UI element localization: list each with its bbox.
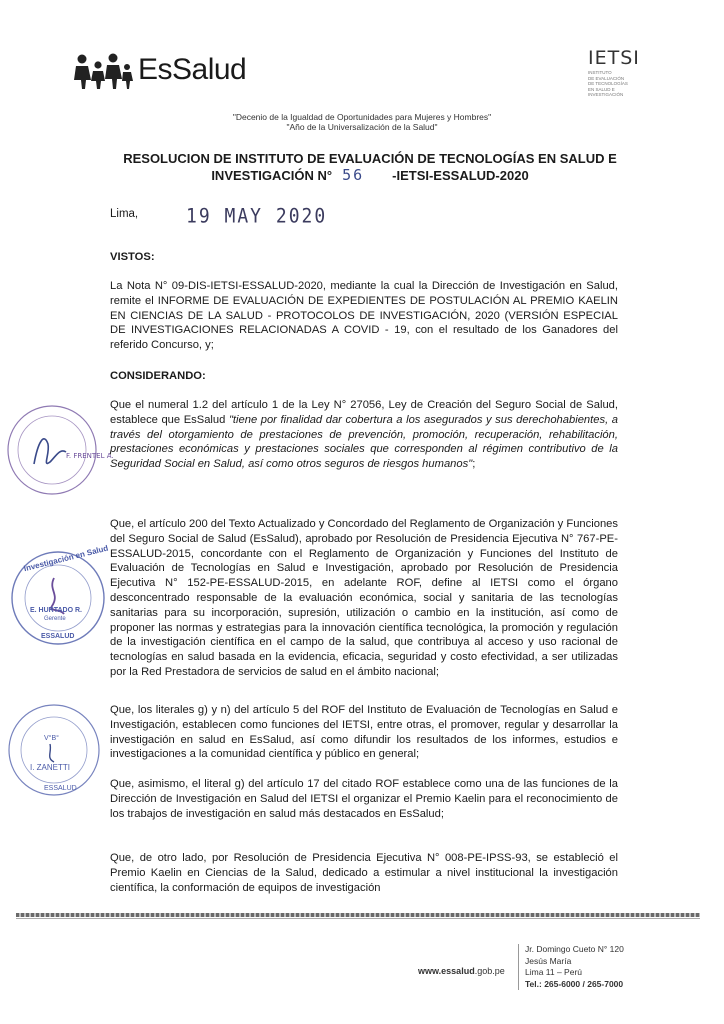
phone-numbers: Tel.: 265-6000 / 265-7000 xyxy=(525,978,624,989)
essalud-logo xyxy=(72,50,246,90)
stamp-3-name: I. ZANETTI xyxy=(30,763,70,772)
vistos-paragraph: La Nota N° 09-DIS-IETSI-ESSALUD-2020, mediante la cual la Dirección de Investigación en Salud, remite el INFORME DE EVALUACIÓN DE EXPEDIENTES DE POSTULACIÓN AL PREMIO KAELIN EN CIENCIAS DE LA SALUD - PROTOCOLOS DE INVESTIGACIÓN, 2020 (VERSIÓN ESPECIAL DE INVESTIGACIONES RELACIONADAS A COVID - 19, con el resultado de los Ganadores del referido Concurso, y; xyxy=(110,280,618,352)
vistos-paragraph-block xyxy=(110,279,618,353)
logo-text: EsSalud xyxy=(138,53,247,86)
ietsi-subtitle-line: INSTITUTO xyxy=(588,70,612,75)
stamp-2-bottom: ESSALUD xyxy=(41,633,75,640)
website-domain: www.essalud xyxy=(418,966,475,976)
family-figures-icon xyxy=(72,50,134,90)
paragraph-1 xyxy=(110,398,618,472)
year-slogan-line: "Año de la Universalización de la Salud" xyxy=(286,122,438,132)
paragraph-4: Que, asimismo, el literal g) del artículo 17 del citado ROF establece como una de las funciones de la Dirección de Investigación en Salud del IETSI el organizar el Premio Kaelin para el reconocimiento de los trabajos de investigación en salud más destacados en EsSalud; xyxy=(110,778,618,820)
website-link[interactable] xyxy=(418,966,505,976)
paragraph-1-quote: "tiene por finalidad dar cobertura a los asegurados y sus derechohabientes, a través del otorgamiento de prestaciones de prevención, promoción, recuperación, rehabilitación, prestaciones económicas y prestaciones sociales que corresponden al régimen contributivo de la Seguridad Social en Salud, así como otros seguros de riesgos humanos" xyxy=(110,413,618,471)
ietsi-subtitle-line: INVESTIGACIÓN xyxy=(588,92,624,97)
website-suffix: .gob.pe xyxy=(474,966,505,976)
paragraph-1-end: ; xyxy=(472,458,476,471)
footer-address xyxy=(518,944,624,990)
ietsi-subtitle xyxy=(588,70,658,98)
address-street: Jr. Domingo Cueto N° 120 xyxy=(525,944,624,954)
resolution-title-line2 xyxy=(120,167,620,184)
ietsi-subtitle-line: EN SALUD E xyxy=(588,86,615,92)
vistos-header: VISTOS: xyxy=(110,251,155,263)
paragraph-1-text: Que el numeral 1.2 del artículo 1 de la Ley N° 27056, Ley de Creación del Seguro Social de Salud, establece que EsSalud xyxy=(110,399,618,426)
approval-stamp-3 xyxy=(4,700,104,800)
ietsi-subtitle-line: DE EVALUACIÓN xyxy=(588,75,625,81)
considerando-header: CONSIDERANDO: xyxy=(110,370,206,382)
resolution-code: -IETSI-ESSALUD-2020 xyxy=(392,168,529,183)
stamp-2-name: E. HURTADO R. xyxy=(30,607,82,614)
address-city: Lima 11 – Perú xyxy=(525,967,583,977)
approval-stamp-1 xyxy=(4,402,114,498)
resolution-title xyxy=(120,150,620,184)
considerando-section xyxy=(110,369,618,384)
paragraph-ley-27056 xyxy=(110,398,618,472)
stamp-3-bottom: ESSALUD xyxy=(44,785,77,792)
paragraph-literales xyxy=(110,703,618,762)
paragraph-5: Que, de otro lado, por Resolución de Presidencia Ejecutiva N° 008-PE-IPSS-93, se estableció el Premio Kaelin en Ciencias de la Salud, dedicado a estimular a nivel institucional la investigación científica, la conformación de equipos de investigación xyxy=(110,852,618,894)
paragraph-3: Que, los literales g) y n) del artículo 5 del ROF del Instituto de Evaluación de Tecnologías en Salud e Investigación, establecen como funciones del IETSI, entre otras, el promover, regular y desarrollar la investigación en salud en EsSalud, así como difundir los resultados de los informes, estudios e investigaciones a la comunidad científica y público en general; xyxy=(110,704,618,761)
stamp-1-name: F. FRENTEL A. xyxy=(66,452,114,460)
stamp-2-role: Gerente xyxy=(44,616,66,622)
resolution-number-label: INVESTIGACIÓN N° xyxy=(211,168,333,183)
footer-divider xyxy=(16,913,700,917)
place-label: Lima, xyxy=(110,208,139,220)
paragraph-2: Que, el artículo 200 del Texto Actualizado y Concordado del Reglamento de Organización y Funciones del Seguro Social de Salud (EsSalud), aprobado por Resolución de Presidencia Ejecutiva N° 767-PE-ESSALUD-2015, concordante con el Reglamento de Organización y Funciones del Instituto de Evaluación de Tecnologías en Salud e Investigación, aprobado por Resolución de Presidencia Ejecutiva N° 152-PE-ESSALUD-2015, en adelante ROF, define al IETSI como el órgano desconcentrado responsable de la evaluación económica, social y sanitaria de las tecnologías sanitarias para su incorporación, supresión, utilización o cambio en la institución, así como de proponer las normas y estrategias para la innovación científica tecnológica, la promoción y regulación de la investigación científica en el campo de la salud, que contribuya al acceso y uso racional de tecnologías en salud basada en la evidencia, eficacia, seguridad y costo efectividad, a ser utilizadas por la Red Prestadora de servicios de salud en el ámbito nacional; xyxy=(110,518,618,678)
footer-divider-thin xyxy=(16,918,700,919)
paragraph-premio-kaelin xyxy=(110,851,618,895)
decenio-line: "Decenio de la Igualdad de Oportunidades para Mujeres y Hombres" xyxy=(232,112,492,122)
ietsi-subtitle-line: DE TECNOLOGÍAS xyxy=(588,81,628,86)
approval-stamp-2 xyxy=(8,543,110,648)
ietsi-title: IETSI xyxy=(588,47,640,69)
paragraph-articulo-17 xyxy=(110,777,618,821)
stamp-2-top-text: Investigación en Salud xyxy=(22,543,110,574)
paragraph-articulo-200 xyxy=(110,517,618,680)
address-district: Jesús María xyxy=(525,955,572,966)
vistos-section xyxy=(110,250,618,265)
resolution-title-line1: RESOLUCION DE INSTITUTO DE EVALUACIÓN DE TECNOLOGÍAS EN SALUD E xyxy=(123,151,617,166)
stamp-3-vb: V°B° xyxy=(44,735,59,742)
ietsi-logo xyxy=(588,48,658,98)
date-stamp: 19 MAY 2020 xyxy=(186,204,328,229)
decenio-slogan xyxy=(0,112,724,132)
handwritten-resolution-number: 56 xyxy=(342,166,365,184)
